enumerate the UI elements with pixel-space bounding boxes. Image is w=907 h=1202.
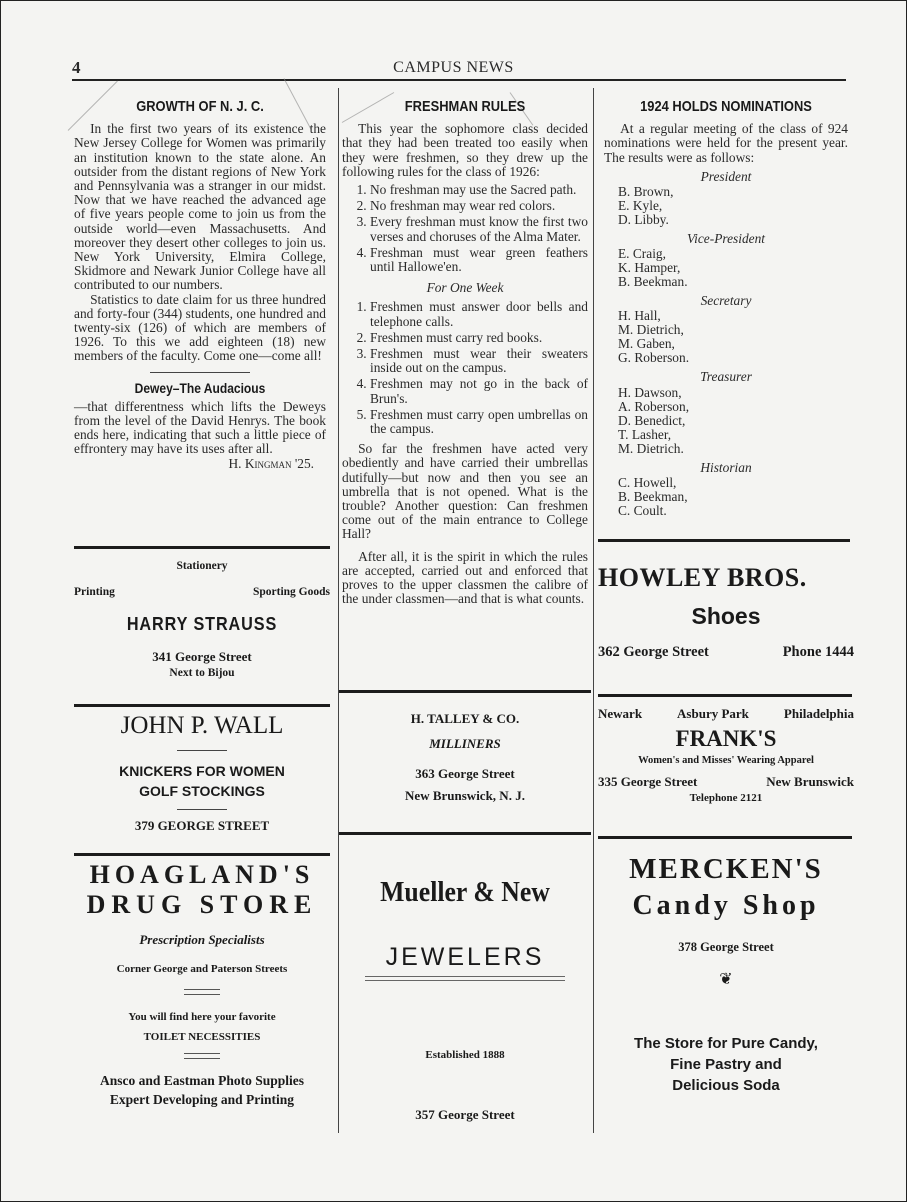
ad-text: Printing	[74, 586, 115, 598]
nominee-name: M. Gaben,	[618, 336, 675, 352]
article-title: GROWTH OF N. J. C.	[136, 98, 264, 115]
paragraph: In the first two years of its existence the New Jersey College for Women was primarily an institution known to the state alone. An outsider from the distant regions of New York and Pennsylvania was a stranger in our midst. Now that we have reached the advanced age of five years people come to join us from the outside world—even Massachusetts. And moreover they desert other colleges to join us. New York University, Elmira College, Skidmore and Newark Junior College have all contributed to our numbers.	[74, 121, 326, 293]
office-heading: President	[700, 168, 752, 184]
article-title: 1924 HOLDS NOMINATIONS	[640, 98, 812, 115]
paragraph: —that differentness which lifts the Deweys from the level of the David Henrys. The book ends here, indicating that such a little piece of effrontery may have its uses after all.	[74, 398, 326, 457]
article-growth	[74, 100, 326, 471]
ad-text: KNICKERS FOR WOMEN	[119, 763, 285, 779]
ad-rule	[598, 539, 850, 542]
nominee-name: K. Hamper,	[618, 260, 681, 276]
ad-rule	[339, 832, 591, 835]
ad-text: New Brunswick, N. J.	[405, 788, 525, 803]
office-heading: Historian	[700, 459, 752, 475]
week-rules-list	[342, 300, 588, 436]
ad-text: GOLF STOCKINGS	[139, 783, 265, 799]
ad-text: Prescription Specialists	[139, 932, 265, 947]
ad-address: 341 George Street	[152, 649, 252, 664]
rule-item: 1. Freshmen must answer door bells and telephone calls.	[370, 300, 588, 328]
paragraph: This year the sophomore class decided that they had been treated too easily when they were freshmen, so they drew up the following rules for the class of 1926:	[342, 121, 588, 179]
nominee-name: M. Dietrich,	[618, 322, 684, 338]
ad-franks	[598, 706, 854, 804]
rule-item: 3. Freshmen must wear their sweaters inside out on the campus.	[370, 347, 588, 375]
ad-text: New Brunswick	[766, 774, 854, 789]
rule-item: 2. Freshmen must carry red books.	[370, 331, 588, 345]
paragraph: At a regular meeting of the class of 924 nominations were held for the present year. The results were as follows:	[604, 121, 848, 165]
divider	[177, 809, 227, 810]
ad-hoaglands	[74, 860, 330, 1108]
ad-john-p-wall	[74, 712, 330, 834]
ad-address: 379 GEORGE STREET	[134, 818, 270, 833]
column-divider	[593, 88, 594, 1133]
ad-name: Candy Shop	[632, 890, 820, 921]
ad-text: You will find here your favorite	[128, 1011, 276, 1023]
nominee-name: B. Beekman.	[618, 274, 688, 290]
ad-merckens	[598, 850, 854, 1096]
ad-rule	[74, 704, 330, 707]
ad-name: DRUG STORE	[86, 890, 318, 919]
nominee-name: B. Brown,	[618, 184, 674, 200]
ad-address: Corner George and Paterson Streets	[116, 963, 288, 975]
ad-text: Philadelphia	[783, 706, 854, 721]
nominee-name: E. Kyle,	[618, 198, 663, 214]
nominee-name: H. Dawson,	[618, 384, 682, 400]
rule-item: 4. Freshman must wear green feathers until Hallowe'en.	[370, 246, 588, 274]
office-heading: Vice-President	[686, 231, 766, 247]
ad-name: MERCKEN'S	[629, 853, 823, 885]
ad-phone: Telephone 2121	[689, 792, 763, 804]
ad-address: 363 George Street	[415, 766, 515, 781]
ad-mueller-new	[339, 877, 591, 1123]
rule-item: 4. Freshmen may not go in the back of Brun's.	[370, 377, 588, 405]
ad-text: The Store for Pure Candy,	[634, 1035, 818, 1052]
ad-name: JOHN P. WALL	[120, 712, 284, 739]
nominee-name: H. Hall,	[618, 308, 661, 324]
masthead: CAMPUS NEWS	[393, 59, 514, 76]
ad-text: Delicious Soda	[672, 1077, 780, 1094]
signature: H. Kingman '25.	[228, 455, 314, 471]
ad-rule	[598, 836, 852, 839]
ad-text: Asbury Park	[677, 706, 749, 721]
ad-rule	[74, 546, 330, 549]
ad-text: Fine Pastry and	[670, 1056, 782, 1073]
ad-text: Next to Bijou	[169, 667, 235, 679]
rules-list	[342, 183, 588, 274]
subheading: For One Week	[426, 280, 504, 296]
ad-address: 357 George Street	[415, 1107, 515, 1122]
article-freshman-rules	[342, 100, 588, 607]
ad-address: 362 George Street	[598, 644, 709, 660]
ad-rule	[339, 690, 591, 693]
nominee-name: T. Lasher,	[618, 426, 672, 442]
article-title: Dewey–The Audacious	[134, 379, 266, 396]
paragraph: So far the freshmen have acted very obediently and have carried their umbrellas dutifully—but now and then you see an umbrella that is not opened. What is the trouble? Another question: Can freshmen come out of the main entrance to College Hall?	[342, 441, 588, 542]
ad-name: HOWLEY BROS.	[598, 563, 807, 592]
ad-text: Shoes	[691, 603, 761, 629]
article-nominations	[604, 100, 848, 518]
leaf-ornament-icon: ❦	[719, 971, 733, 988]
nominee-name: C. Howell,	[618, 474, 677, 490]
ad-text: Sporting Goods	[252, 586, 330, 598]
header-rule	[72, 79, 846, 81]
article-title: FRESHMAN RULES	[404, 98, 526, 115]
nominee-name: A. Roberson,	[618, 398, 690, 414]
divider	[150, 372, 250, 373]
ad-text: TOILET NECESSITIES	[143, 1031, 261, 1043]
paragraph: Statistics to date claim for us three hundred and forty-four (344) students, one hundred and twenty-six (126) of which are members of 1926. To this we add eighteen (18) new members of the faculty. Come one—come all!	[74, 291, 326, 364]
ad-text: Women's and Misses' Wearing Apparel	[638, 755, 814, 766]
ad-text: Stationery	[176, 560, 228, 572]
ad-rule	[74, 853, 330, 856]
office-heading: Treasurer	[700, 369, 752, 385]
ad-address: 335 George Street	[598, 774, 698, 789]
ad-name: HOAGLAND'S	[89, 860, 315, 889]
ad-text: Newark	[598, 706, 643, 721]
ad-text: Established 1888	[425, 1049, 505, 1061]
ad-phone: Phone 1444	[782, 644, 854, 660]
nominee-name: M. Dietrich.	[618, 440, 684, 456]
nominee-name: B. Beekman,	[618, 488, 688, 504]
ad-text: Ansco and Eastman Photo Supplies	[99, 1073, 305, 1088]
rule-item: 5. Freshmen must carry open umbrellas on the campus.	[370, 408, 588, 436]
nominee-name: D. Libby.	[618, 212, 669, 228]
ad-rule	[598, 694, 852, 697]
ad-name: FRANK'S	[675, 726, 777, 751]
ad-name: HARRY STRAUSS	[126, 614, 278, 634]
divider	[184, 989, 220, 995]
ad-address: 378 George Street	[678, 940, 774, 954]
ad-h-talley	[339, 711, 591, 804]
nominee-name: D. Benedict,	[618, 412, 686, 428]
divider	[184, 1053, 220, 1059]
nominee-name: C. Coult.	[618, 502, 667, 518]
office-heading: Secretary	[700, 293, 752, 309]
divider	[177, 750, 227, 751]
nomination-list	[604, 170, 848, 518]
ad-name: H. TALLEY & CO.	[410, 711, 520, 726]
ad-harry-strauss	[74, 560, 330, 679]
ad-howley-bros	[598, 563, 854, 661]
ad-text: JEWELERS	[385, 943, 545, 971]
page-number: 4	[72, 58, 81, 77]
ad-text: Expert Developing and Printing	[109, 1092, 295, 1107]
nominee-name: E. Craig,	[618, 246, 666, 262]
rule-item: 3. Every freshman must know the first two verses and choruses of the Alma Mater.	[370, 215, 588, 243]
rule-item: 2. No freshman may wear red colors.	[370, 199, 588, 213]
divider	[365, 976, 565, 981]
ad-text: MILLINERS	[429, 736, 501, 751]
rule-item: 1. No freshman may use the Sacred path.	[370, 183, 588, 197]
ad-name: Mueller & New	[380, 877, 550, 908]
nominee-name: G. Roberson.	[618, 350, 690, 366]
paragraph: After all, it is the spirit in which the rules are accepted, carried out and enforced that proves to the upper classmen the calibre of the under classmen—and that is what counts.	[342, 548, 588, 607]
